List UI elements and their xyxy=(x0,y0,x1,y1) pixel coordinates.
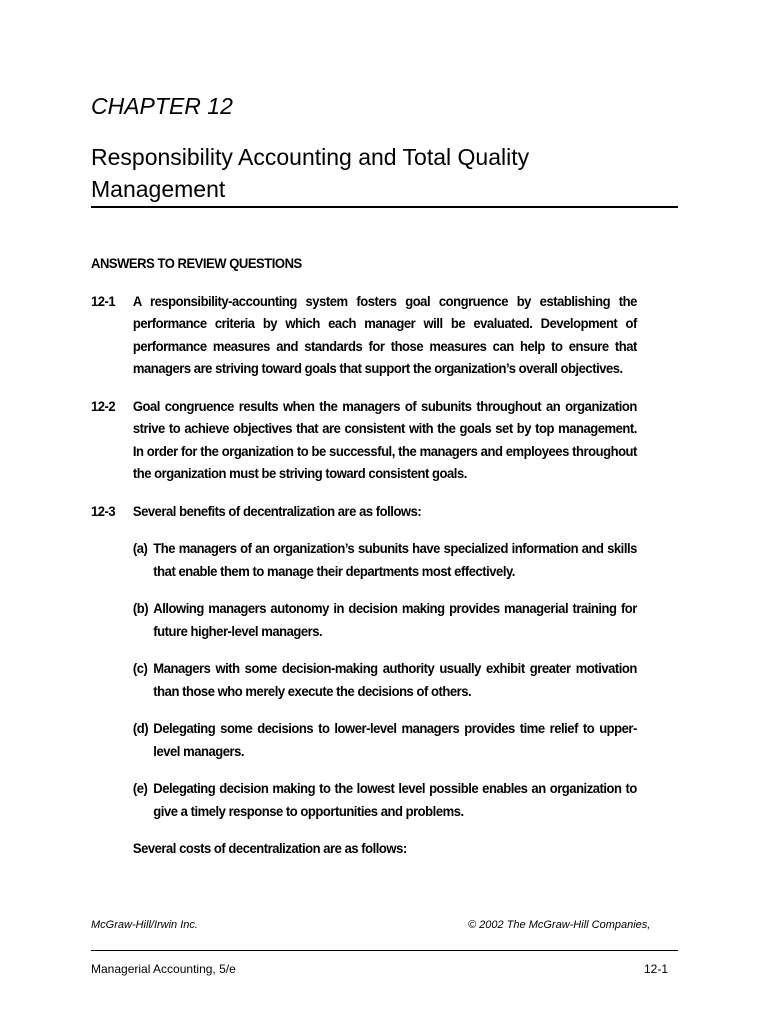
question-number: 12-2 xyxy=(91,397,116,414)
list-item-text: Managers with some decision-making authority usually exhibit greater motivation than those who merely execute the decisions of others. xyxy=(153,660,637,699)
list-item-text: Delegating decision making to the lowest level possible enables an organization to give a timely response to opportunities and problems. xyxy=(153,780,637,819)
question-12-1 xyxy=(91,290,637,380)
page-body xyxy=(91,252,637,890)
question-12-2 xyxy=(91,395,637,485)
list-item xyxy=(133,717,637,762)
list-item-label: (a) xyxy=(132,540,148,556)
benefits-intro: Several benefits of decentralization are as follows: xyxy=(132,502,422,519)
chapter-label: CHAPTER 12 xyxy=(91,93,233,119)
footer-divider xyxy=(91,950,678,951)
question-number: 12-1 xyxy=(91,292,116,309)
question-answer: Goal congruence results when the managers of subunits throughout an organization strive to achieve objectives that are consistent with the goals set by top management. In order for the organization to be successful, the managers and employees throughout the organization must be striving toward consistent goals. xyxy=(132,397,637,481)
book-title: Managerial Accounting, 5/e xyxy=(91,962,236,976)
section-heading: ANSWERS TO REVIEW QUESTIONS xyxy=(91,255,302,271)
list-item xyxy=(133,597,637,642)
copyright-notice: © 2002 The McGraw-Hill Companies, xyxy=(468,919,651,931)
list-item-label: (c) xyxy=(132,660,148,676)
list-item xyxy=(133,537,637,582)
footer-bar xyxy=(91,962,678,976)
question-number: 12-3 xyxy=(91,502,116,519)
publisher-name: McGraw-Hill/Irwin Inc. xyxy=(91,919,198,931)
list-item xyxy=(133,657,637,702)
question-answer: A responsibility-accounting system fosters goal congruence by establishing the performance criteria by which each manager will be evaluated. Development of performance measures and standards for those measures can help to ensure that managers are striving toward goals that support the organization’s overall objectives. xyxy=(132,292,637,376)
title-divider xyxy=(91,206,678,208)
list-item-label: (b) xyxy=(132,600,149,616)
list-item-text: The managers of an organization’s subunits have specialized information and skills that enable them to manage their departments most effectively. xyxy=(153,540,637,579)
question-12-3 xyxy=(91,500,637,875)
list-item xyxy=(133,777,637,822)
chapter-title: Responsibility Accounting and Total Quality Management xyxy=(91,144,530,202)
list-item-label: (d) xyxy=(132,720,149,736)
page-number: 12-1 xyxy=(643,962,668,976)
question-answer xyxy=(133,500,637,875)
costs-intro: Several costs of decentralization are as follows: xyxy=(132,840,407,856)
list-item-text: Delegating some decisions to lower-level managers provides time relief to upper-level managers. xyxy=(153,720,637,759)
list-item-label: (e) xyxy=(132,780,148,796)
list-item-text: Allowing managers autonomy in decision making provides managerial training for future higher-level managers. xyxy=(153,600,637,639)
